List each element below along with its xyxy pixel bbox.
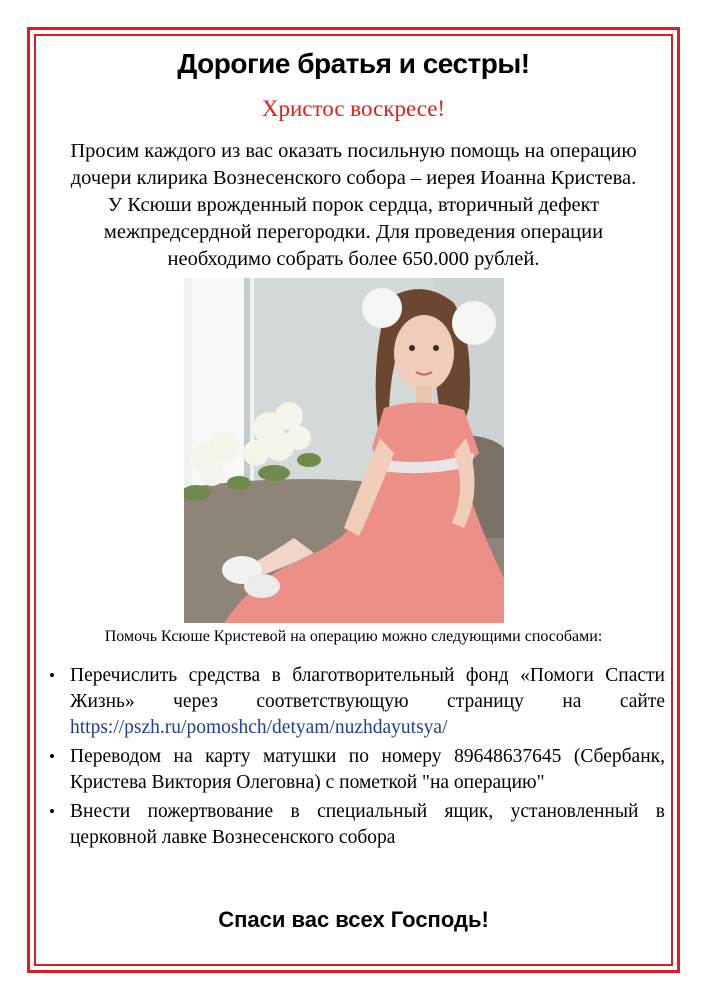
photo-girl-in-pink-dress bbox=[184, 278, 504, 623]
method-text: Переводом на карту матушки по номеру 89648637645 (Сбербанк, Кристева Виктория Олеговна) с пометкой "на операцию" bbox=[70, 746, 665, 793]
method-text: Перечислить средства в благотворительный фонд «Помоги Спасти Жизнь» через соответствующую страницу на сайте bbox=[70, 665, 665, 712]
closing-blessing: Спаси вас всех Господь! bbox=[218, 907, 489, 932]
easter-greeting: Христос воскресе! bbox=[261, 96, 446, 121]
photo-illustration bbox=[184, 278, 504, 623]
list-item bbox=[46, 744, 665, 796]
appeal-line: Просим каждого из вас оказать посильную помощь на операцию bbox=[70, 140, 637, 162]
page-title: Дорогие братья и сестры! bbox=[177, 48, 530, 79]
method-text: Внести пожертвование в специальный ящик, установленный в церковной лавке Вознесенского собора bbox=[70, 801, 665, 848]
bullet: • bbox=[49, 747, 55, 766]
appeal-line: дочери клирика Вознесенского собора – иерея Иоанна Кристева. bbox=[70, 167, 637, 189]
appeal-line: межпредсердной перегородки. Для проведения операции bbox=[103, 221, 604, 243]
bullet: • bbox=[49, 802, 55, 821]
appeal-line: У Ксюши врожденный порок сердца, вторичный дефект bbox=[107, 194, 600, 216]
help-methods-list bbox=[46, 663, 665, 854]
list-item bbox=[46, 799, 665, 851]
ways-intro: Помочь Ксюше Кристевой на операцию можно следующими способами: bbox=[104, 628, 603, 645]
appeal-paragraph bbox=[46, 138, 661, 273]
bullet: • bbox=[49, 666, 55, 685]
list-item bbox=[46, 663, 665, 741]
fund-link[interactable]: https://pszh.ru/pomoshch/detyam/nuzhdayutsya/ bbox=[70, 717, 448, 738]
appeal-line: необходимо собрать более 650.000 рублей. bbox=[167, 248, 540, 270]
